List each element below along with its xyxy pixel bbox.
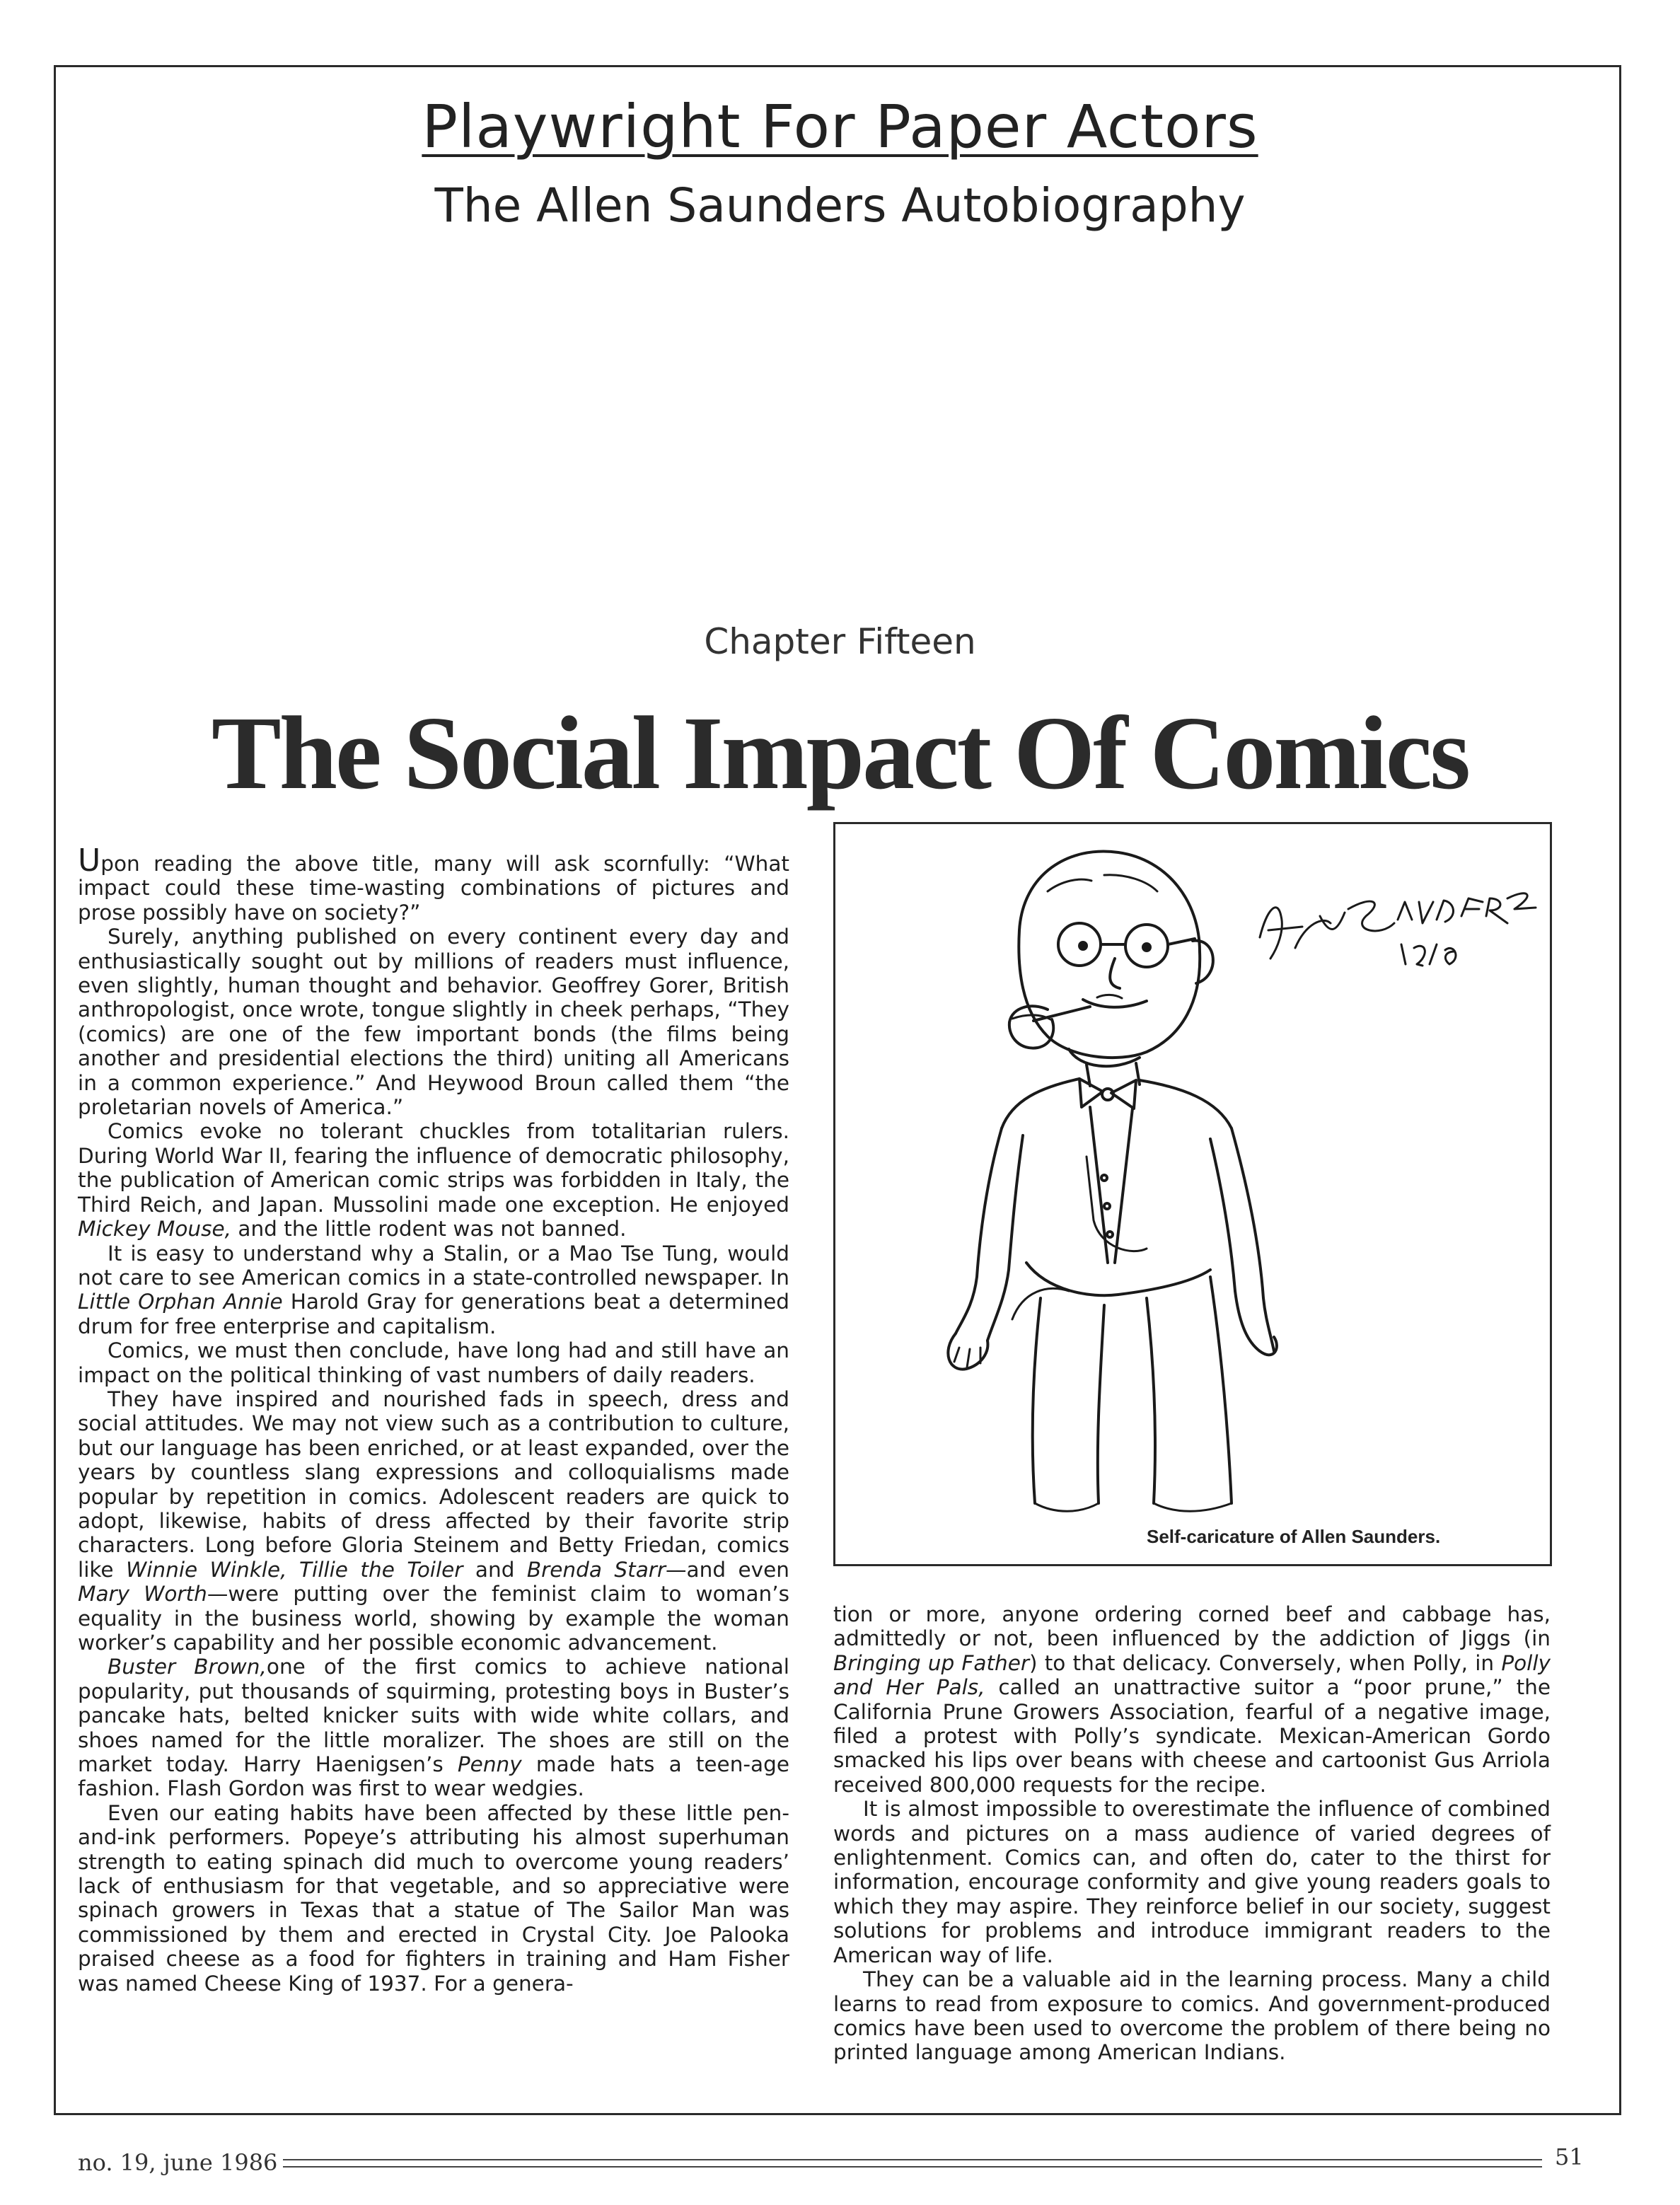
comic-title: Penny (457, 1752, 522, 1777)
paragraph (78, 843, 789, 925)
figure-box (833, 822, 1552, 1566)
page-number: 51 (1555, 2143, 1584, 2170)
paragraph-text: made hats a teen-age fashion. Flash Gordon was first to wear wedgies. (78, 1752, 789, 1801)
article-column-right (833, 1602, 1551, 2065)
comic-title: Brenda Starr (526, 1557, 666, 1582)
paragraph: They can be a valuable aid in the learning process. Many a child learns to read from exposure to comics. And government-produced comics have been used to overcome the problem of there being no printed language among American Indians. (833, 1967, 1551, 2065)
comic-title: Mickey Mouse, (78, 1217, 232, 1242)
chapter-title: The Social Impact Of Comics (211, 695, 1469, 811)
footer-rule (276, 2159, 1542, 2168)
paragraph-text: one of the first comics to achieve national popularity, put thousands of squirming, protesting boys in Buster’s pancake hats, belted knicker suits with wide white collars, and shoes named for the little moralizer. The shoes are still on the market today. Harry Haenigsen’s (78, 1655, 789, 1777)
paragraph: It is almost impossible to overestimate the influence of combined words and pictures on a mass audience of varied degrees of enlightenment. Comics can, and often do, cater to the thirst for information, encourage conformity and give young readers goals to which they may aspire. They reinforce belief in our society, suggest solutions for problems and introduce immigrant readers to the American way of life. (833, 1797, 1551, 1967)
self-caricature-drawing (835, 824, 1550, 1564)
paragraph: Even our eating habits have been affected by these little pen-and-ink performers. Popeye’s attributing his almost superhuman strength to eating spinach did much to overcome young readers’ lack of enthusiasm for that vegetable, and so appreciative were spinach growers in Texas that a statue of The Sailor Man was commissioned by them and erected in Crystal City. Joe Palooka praised cheese as a food for fighters in training and Ham Fisher was named Cheese King of 1937. For a genera- (78, 1800, 789, 1996)
footer-issue: no. 19, june 1986 (78, 2149, 283, 2176)
chapter-label: Chapter Fifteen (704, 621, 976, 662)
paragraph-text: called an unattractive suitor a “poor prune,” the California Prune Growers Association, fearful of a negative image, filed a protest with Polly’s syndicate. Mexican-American Gordo smacked his lips over beans with cheese and cartoonist Gus Arriola received 800,000 requests for the recipe. (833, 1675, 1551, 1797)
series-title: Playwright For Paper Actors (422, 92, 1258, 161)
paragraph: Surely, anything published on every continent every day and enthusiastically sought out by millions of readers must influence, even slightly, human thought and behavior. Geoffrey Gorer, British anthropologist, once wrote, tongue slightly in cheek perhaps, “They (comics) are one of the few important bonds (the films being another and presidential elections the third) uniting all Americans in a common experience.” And Heywood Broun called them “the proletarian novels of America.” (78, 925, 789, 1120)
paragraph-text: ) to that delicacy. Conversely, when Polly, in (1029, 1650, 1502, 1675)
series-subtitle: The Allen Saunders Autobiography (434, 178, 1246, 233)
article-column-left (78, 843, 789, 1996)
paragraph-text: pon reading the above title, many will ask scornfully: “What impact could these time-wasting combinations of pictures and prose possibly have on society?” (78, 852, 789, 925)
paragraph-text: Harold Gray for generations beat a determined drum for free enterprise and capitalism. (78, 1290, 789, 1338)
drop-cap: U (78, 843, 101, 879)
comic-title: Buster Brown, (108, 1655, 267, 1679)
paragraph: Comics, we must then conclude, have long had and still have an impact on the political thinking of vast numbers of daily readers. (78, 1338, 789, 1387)
paragraph-text: and the little rodent was not banned. (231, 1217, 627, 1242)
paragraph (78, 1387, 789, 1655)
paragraph-text: —and even (666, 1557, 789, 1582)
comic-title: Mary Worth (78, 1582, 207, 1607)
paragraph-text: and (463, 1557, 527, 1582)
figure-caption: Self-caricature of Allen Saunders. (1147, 1526, 1441, 1547)
paragraph (78, 1119, 789, 1241)
paragraph (78, 1655, 789, 1800)
comic-title: Winnie Winkle, Tillie the Toiler (126, 1557, 463, 1582)
paragraph-text: It is easy to understand why a Stalin, or a Mao Tse Tung, would not care to see American comics in a state-controlled newspaper. In (78, 1241, 789, 1290)
comic-title: Bringing up Father (833, 1650, 1030, 1675)
comic-title: Little Orphan Annie (78, 1290, 283, 1314)
paragraph (833, 1602, 1551, 1797)
paragraph (78, 1242, 789, 1339)
paragraph-text: Comics evoke no tolerant chuckles from totalitarian rulers. During World War II, fearing the influence of democratic philosophy, the publication of American comic strips was forbidden in Italy, the Third Reich, and Japan. Mussolini made one exception. He enjoyed (78, 1119, 789, 1217)
paragraph-text: —were putting over the feminist claim to woman’s equality in the business world, showing by example the woman worker’s capability and her possible economic advancement. (78, 1582, 789, 1655)
paragraph-text: They have inspired and nourished fads in speech, dress and social attitudes. We may not view such as a contribution to culture, but our language has been enriched, or at least expanded, over the years by countless slang expressions and colloquialisms made popular by repetition in comics. Adolescent readers are quick to adopt, likewise, habits of dress affected by their favorite strip characters. Long before Gloria Steinem and Betty Friedan, comics like (78, 1387, 789, 1582)
paragraph-text: tion or more, anyone ordering corned beef and cabbage has, admittedly or not, been influenced by the addiction of Jiggs (in (833, 1602, 1551, 1651)
comic-title: Polly and Her Pals, (833, 1650, 1551, 1700)
